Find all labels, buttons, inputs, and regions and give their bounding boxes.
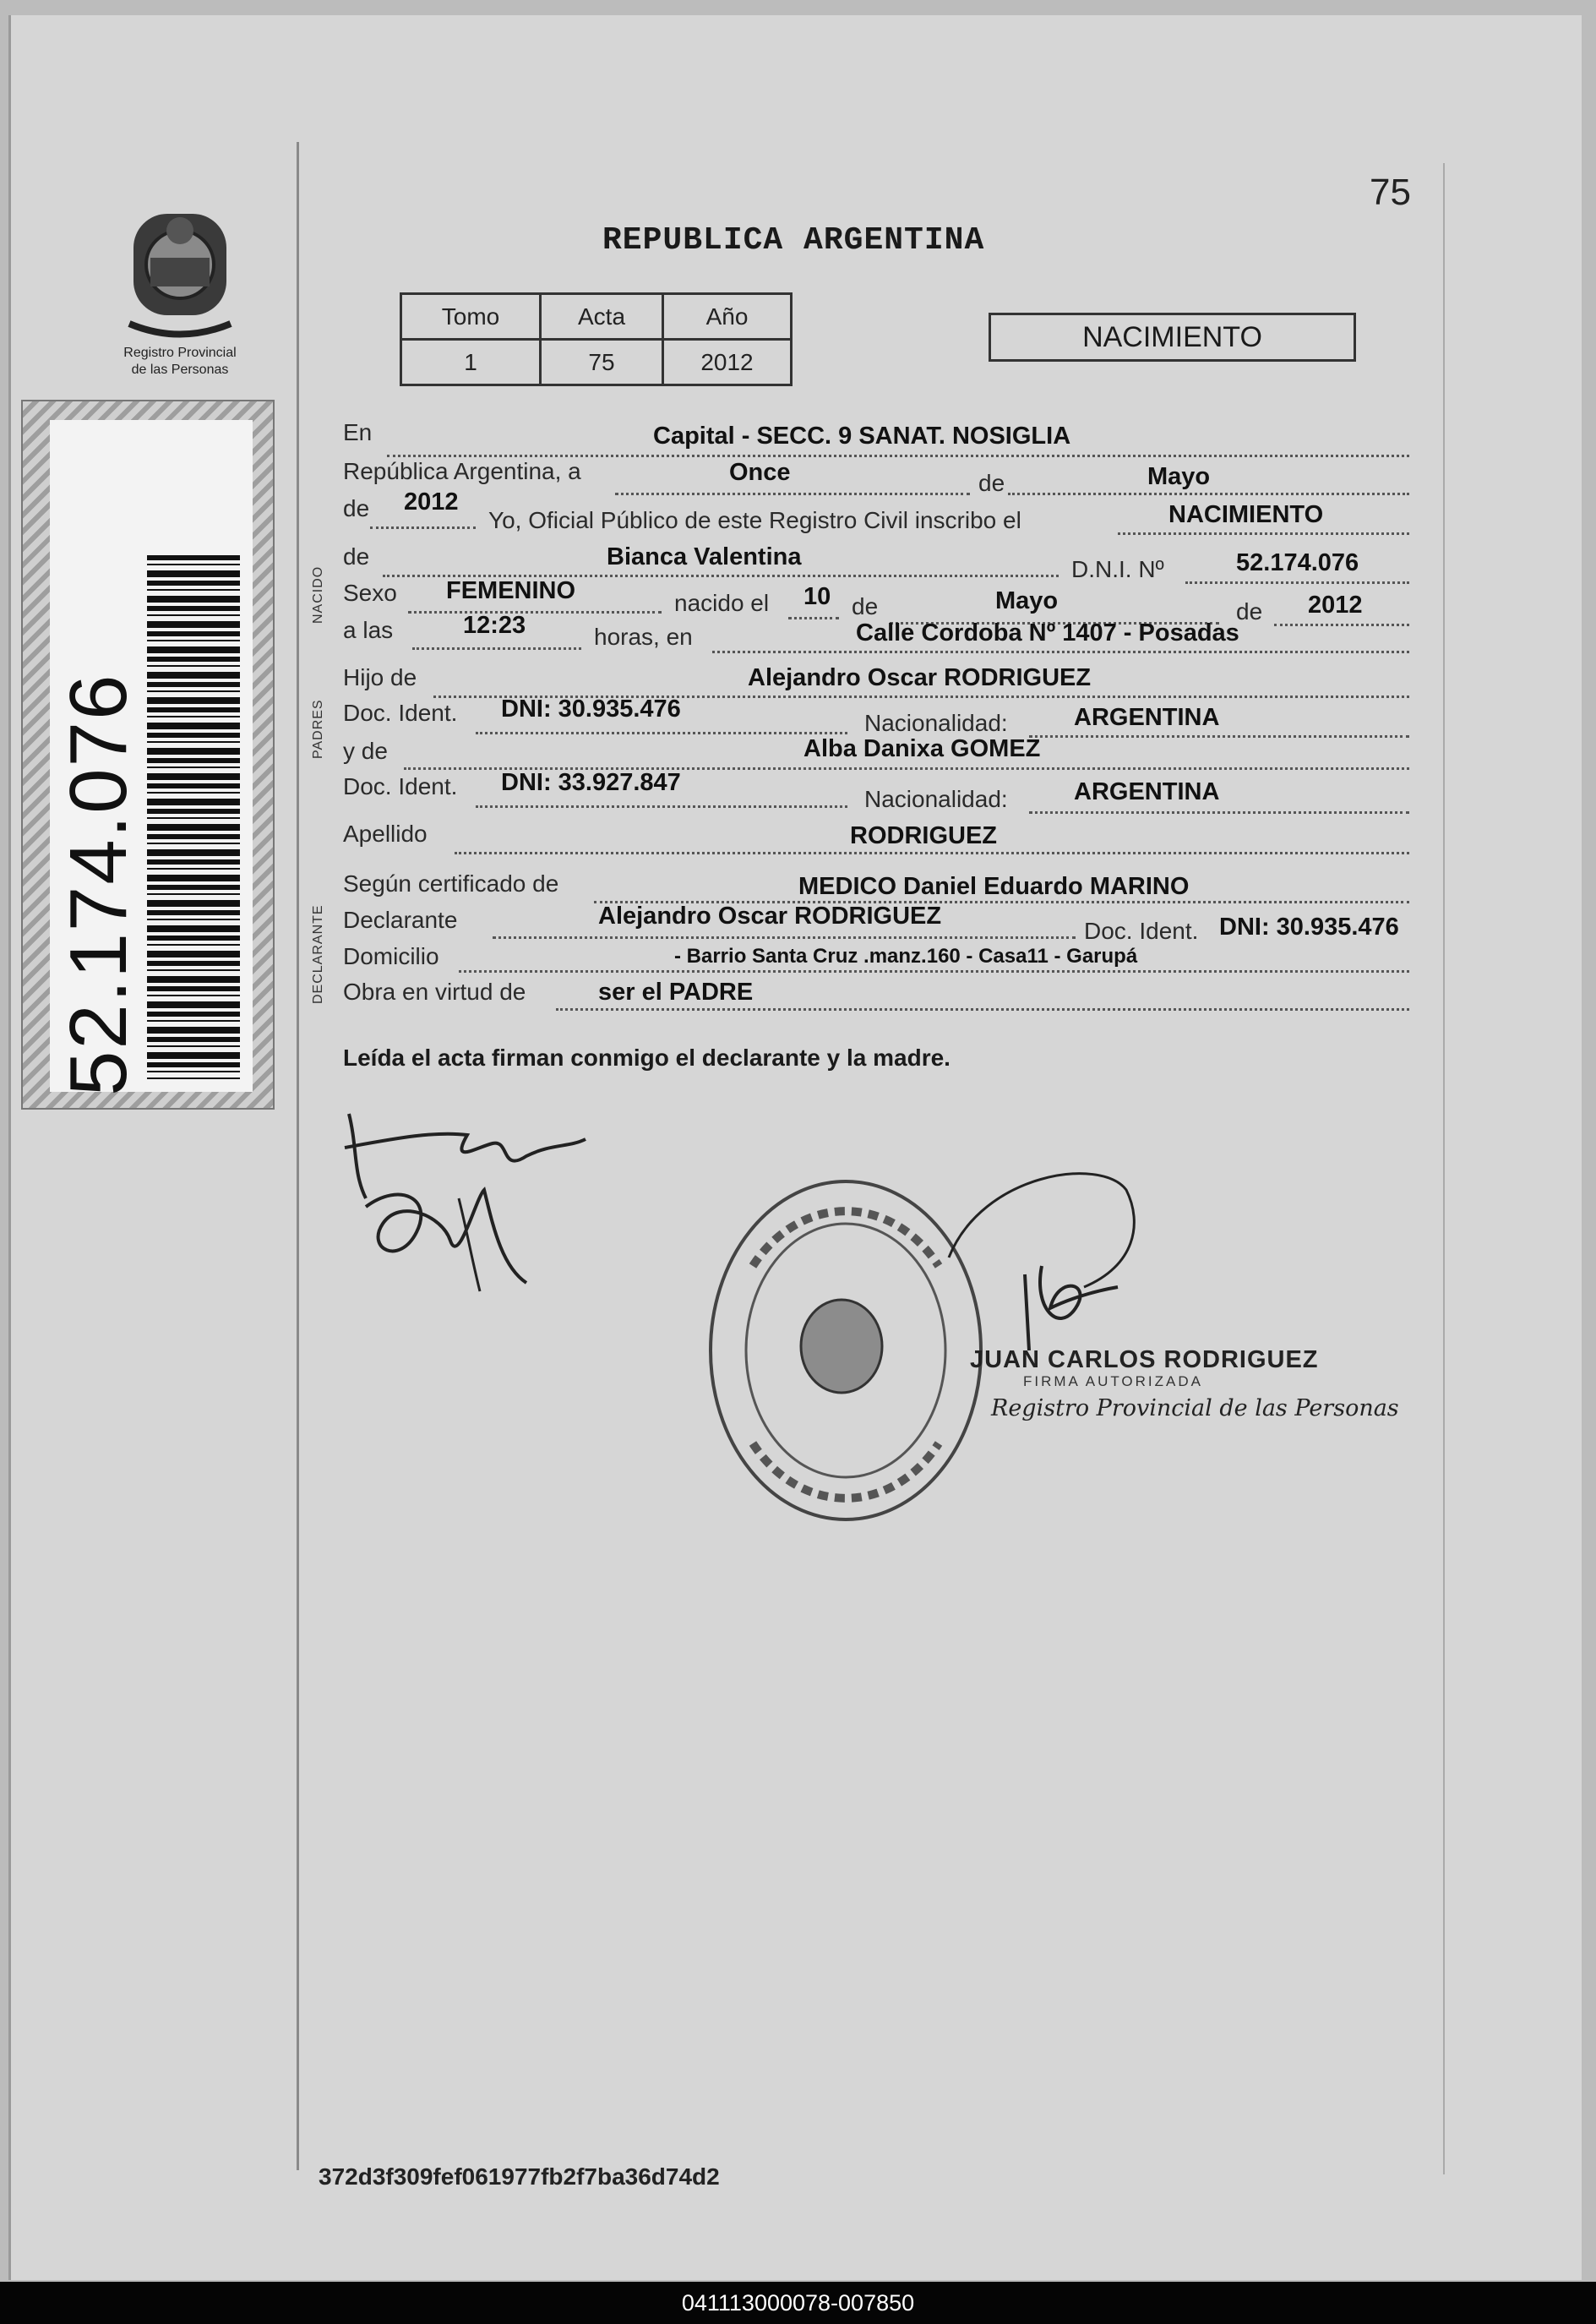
acta-table-value-row xyxy=(401,340,792,385)
label-apellido: Apellido xyxy=(343,821,428,847)
value-dia-letras: Once xyxy=(729,459,791,486)
label-nacionalidad-2: Nacionalidad: xyxy=(864,786,1008,812)
value-padre: Alejandro Oscar RODRIGUEZ xyxy=(748,664,1092,691)
declarant-signature-icon xyxy=(332,1097,602,1300)
value-mes: Mayo xyxy=(1147,463,1211,490)
dotted-line xyxy=(1008,493,1409,495)
margin-rule xyxy=(297,142,299,2170)
value-dia-nac: 10 xyxy=(803,583,831,610)
dotted-line xyxy=(412,647,581,650)
dotted-line xyxy=(387,455,1409,457)
barcode-inner xyxy=(50,420,253,1096)
value-nac-padre: ARGENTINA xyxy=(1074,704,1220,731)
value-obra: ser el PADRE xyxy=(598,979,754,1006)
label-dni: D.N.I. Nº xyxy=(1071,556,1164,582)
value-certificado: MEDICO Daniel Eduardo MARINO xyxy=(798,873,1190,900)
value-nac-madre: ARGENTINA xyxy=(1074,778,1220,805)
label-de-nombre: de xyxy=(343,543,370,570)
value-anio-nac: 2012 xyxy=(1308,592,1363,619)
dotted-line xyxy=(1274,624,1409,626)
dotted-line xyxy=(455,852,1409,854)
label-segun: Según certificado de xyxy=(343,870,559,897)
value-dni: 52.174.076 xyxy=(1236,549,1359,576)
barcode-label xyxy=(21,400,275,1110)
value-mes-nac: Mayo xyxy=(995,587,1059,614)
crest-caption xyxy=(95,345,264,379)
label-domicilio: Domicilio xyxy=(343,943,439,969)
label-doc-ident-1: Doc. Ident. xyxy=(343,700,458,726)
value-doc-padre: DNI: 30.935.476 xyxy=(501,696,681,723)
label-a-las: a las xyxy=(343,617,394,643)
section-label-nacido: NACIDO xyxy=(311,565,325,624)
dotted-line xyxy=(615,493,970,495)
document-hash: 372d3f309fef061977fb2f7ba36d74d2 xyxy=(319,2163,720,2190)
value-acto: NACIMIENTO xyxy=(1168,501,1324,528)
dotted-line xyxy=(459,970,1409,973)
table-header-acta: Acta xyxy=(541,294,663,340)
table-value-tomo: 1 xyxy=(401,340,541,385)
label-hijo-de: Hijo de xyxy=(343,664,417,690)
value-lugar-nac: Calle Cordoba Nº 1407 - Posadas xyxy=(856,619,1239,646)
closing-statement: Leída el acta firman conmigo el declarante y la madre. xyxy=(343,1045,951,1071)
label-y-de: y de xyxy=(343,738,388,764)
value-lugar: Capital - SECC. 9 SANAT. NOSIGLIA xyxy=(653,423,1071,450)
document-page xyxy=(8,15,1582,2280)
label-republica: República Argentina, a xyxy=(343,458,581,484)
value-anio: 2012 xyxy=(404,488,459,516)
value-sexo: FEMENINO xyxy=(446,577,576,604)
barcode-number: 52.174.076 xyxy=(53,673,144,1096)
label-sexo: Sexo xyxy=(343,580,397,606)
value-doc-madre: DNI: 33.927.847 xyxy=(501,769,681,796)
table-header-anio: Año xyxy=(663,294,792,340)
dotted-line xyxy=(476,805,847,808)
section-label-padres: PADRES xyxy=(311,699,325,759)
value-doc-declarante: DNI: 30.935.476 xyxy=(1219,914,1399,941)
crest-caption-line-2: de las Personas xyxy=(131,363,229,377)
authority-organization: Registro Provincial de las Personas xyxy=(991,1395,1399,1421)
value-madre: Alba Danixa GOMEZ xyxy=(803,735,1041,762)
label-de-mes2: de xyxy=(852,593,879,619)
label-yo: Yo, Oficial Público de este Registro Civil inscribo el xyxy=(488,507,1021,533)
label-declarante: Declarante xyxy=(343,907,458,933)
value-declarante: Alejandro Oscar RODRIGUEZ xyxy=(598,903,942,930)
dotted-line xyxy=(1118,532,1409,535)
value-nombre: Bianca Valentina xyxy=(607,543,802,570)
label-nacionalidad-1: Nacionalidad: xyxy=(864,710,1008,736)
dotted-line xyxy=(788,617,839,619)
label-en: En xyxy=(343,419,373,445)
value-apellido: RODRIGUEZ xyxy=(850,822,997,849)
table-value-anio: 2012 xyxy=(663,340,792,385)
acta-table-header-row xyxy=(401,294,792,340)
label-de-anio2: de xyxy=(1236,598,1263,625)
barcode-icon xyxy=(147,555,240,1079)
label-de-mes: de xyxy=(978,470,1005,496)
dotted-line xyxy=(556,1008,1409,1011)
crest-caption-line-1: Registro Provincial xyxy=(123,346,237,360)
table-value-acta: 75 xyxy=(541,340,663,385)
authority-role: FIRMA AUTORIZADA xyxy=(1023,1373,1203,1389)
label-de-anio: de xyxy=(343,495,370,521)
label-nacido-el: nacido el xyxy=(674,590,770,616)
authority-name: JUAN CARLOS RODRIGUEZ xyxy=(970,1346,1319,1373)
document-title: REPUBLICA ARGENTINA xyxy=(602,222,985,259)
dotted-line xyxy=(712,651,1409,653)
label-doc-ident-3: Doc. Ident. xyxy=(1084,918,1199,944)
value-domicilio: - Barrio Santa Cruz .manz.160 - Casa11 - Garupá xyxy=(674,945,1138,968)
section-label-declarante: DECLARANTE xyxy=(311,904,325,1004)
value-hora: 12:23 xyxy=(463,612,526,639)
dotted-line xyxy=(493,936,1076,939)
provincial-crest-icon xyxy=(112,197,248,341)
authority-signature-icon xyxy=(932,1139,1152,1350)
dotted-line xyxy=(1029,811,1409,814)
acta-table xyxy=(400,292,793,386)
dotted-line xyxy=(370,526,476,529)
label-doc-ident-2: Doc. Ident. xyxy=(343,773,458,799)
label-horas-en: horas, en xyxy=(594,624,693,650)
table-header-tomo: Tomo xyxy=(401,294,541,340)
dotted-line xyxy=(1185,581,1409,584)
record-type-box: NACIMIENTO xyxy=(989,313,1356,362)
footer-code-bar: 041113000078-007850 xyxy=(0,2282,1596,2324)
dotted-line xyxy=(476,732,847,734)
right-rule xyxy=(1443,163,1445,2174)
dotted-line xyxy=(1029,735,1409,738)
label-obra: Obra en virtud de xyxy=(343,979,526,1005)
page-number: 75 xyxy=(1370,172,1411,213)
dotted-line xyxy=(408,611,662,614)
